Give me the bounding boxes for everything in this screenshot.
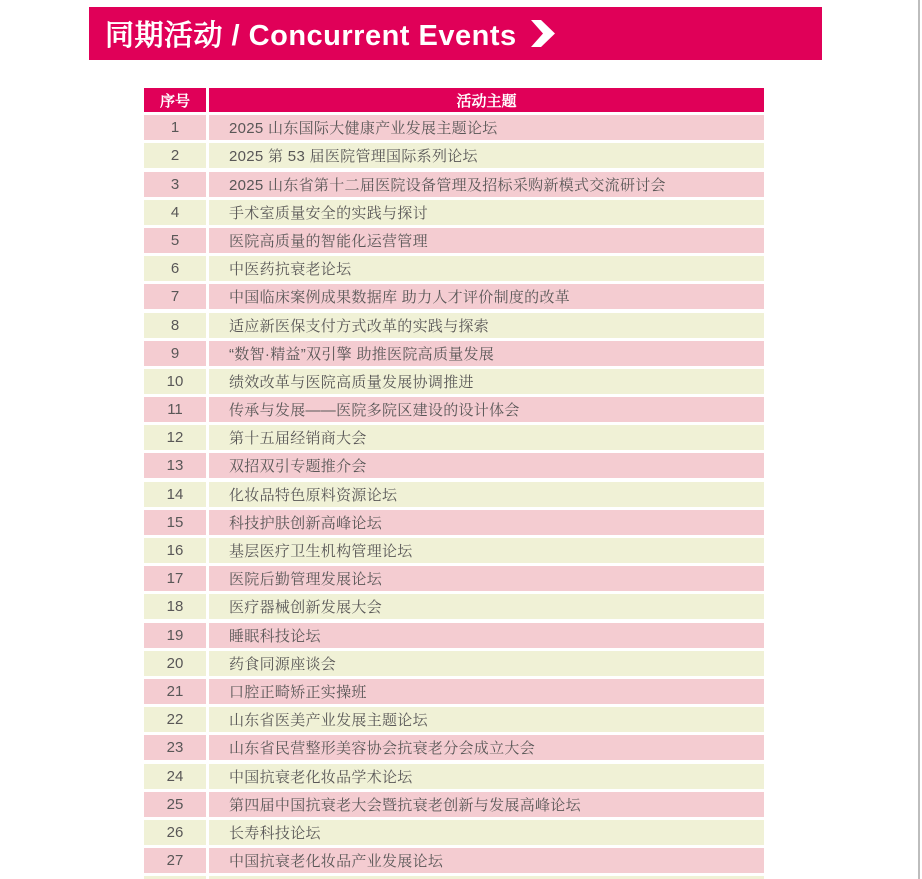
- row-topic: 中国抗衰老化妆品学术论坛: [209, 764, 764, 789]
- row-number: 1: [144, 115, 206, 140]
- row-number: 26: [144, 820, 206, 845]
- table-row: [144, 482, 764, 507]
- row-topic: 睡眠科技论坛: [209, 623, 764, 648]
- row-number: 2: [144, 143, 206, 168]
- row-topic: 中医药抗衰老论坛: [209, 256, 764, 281]
- table-row: [144, 200, 764, 225]
- section-title: 同期活动 / Concurrent Events: [105, 20, 517, 52]
- row-number: 11: [144, 397, 206, 422]
- row-number: 19: [144, 623, 206, 648]
- table-row: [144, 425, 764, 450]
- row-topic: 第十五届经销商大会: [209, 425, 764, 450]
- row-topic: 适应新医保支付方式改革的实践与探索: [209, 313, 764, 338]
- concurrent-events-table: [144, 88, 764, 879]
- table-row: [144, 172, 764, 197]
- row-topic: 医院高质量的智能化运营管理: [209, 228, 764, 253]
- table-row: [144, 256, 764, 281]
- row-number: 21: [144, 679, 206, 704]
- table-row: [144, 453, 764, 478]
- row-topic: 基层医疗卫生机构管理论坛: [209, 538, 764, 563]
- row-topic: 传承与发展——医院多院区建设的设计体会: [209, 397, 764, 422]
- table-row: [144, 792, 764, 817]
- row-topic: 双招双引专题推介会: [209, 453, 764, 478]
- row-number: 12: [144, 425, 206, 450]
- column-header-no: 序号: [144, 88, 206, 112]
- chevron-right-icon: [531, 20, 557, 47]
- table-row: [144, 679, 764, 704]
- row-number: 8: [144, 313, 206, 338]
- table-row: [144, 623, 764, 648]
- row-topic: 山东省民营整形美容协会抗衰老分会成立大会: [209, 735, 764, 760]
- row-topic: 中国临床案例成果数据库 助力人才评价制度的改革: [209, 284, 764, 309]
- row-number: 16: [144, 538, 206, 563]
- row-number: 9: [144, 341, 206, 366]
- row-topic: 手术室质量安全的实践与探讨: [209, 200, 764, 225]
- row-topic: 长寿科技论坛: [209, 820, 764, 845]
- row-number: 4: [144, 200, 206, 225]
- table-row: [144, 566, 764, 591]
- table-row: [144, 651, 764, 676]
- table-row: [144, 764, 764, 789]
- table-row: [144, 820, 764, 845]
- row-number: 15: [144, 510, 206, 535]
- row-topic: 2025 山东省第十二届医院设备管理及招标采购新模式交流研讨会: [209, 172, 764, 197]
- table-row: [144, 510, 764, 535]
- row-number: 20: [144, 651, 206, 676]
- row-topic: 药食同源座谈会: [209, 651, 764, 676]
- row-number: 7: [144, 284, 206, 309]
- table-row: [144, 594, 764, 619]
- row-topic: “数智·精益”双引擎 助推医院高质量发展: [209, 341, 764, 366]
- table-row: [144, 397, 764, 422]
- row-topic: 2025 山东国际大健康产业发展主题论坛: [209, 115, 764, 140]
- row-number: 22: [144, 707, 206, 732]
- row-number: 13: [144, 453, 206, 478]
- table-row: [144, 284, 764, 309]
- table-body: [144, 115, 764, 879]
- table-row: [144, 143, 764, 168]
- section-banner: [89, 7, 822, 60]
- table-row: [144, 341, 764, 366]
- row-number: 23: [144, 735, 206, 760]
- table-row: [144, 228, 764, 253]
- row-number: 10: [144, 369, 206, 394]
- row-topic: 2025 第 53 届医院管理国际系列论坛: [209, 143, 764, 168]
- row-topic: 山东省医美产业发展主题论坛: [209, 707, 764, 732]
- row-topic: 第四届中国抗衰老大会暨抗衰老创新与发展高峰论坛: [209, 792, 764, 817]
- row-number: 6: [144, 256, 206, 281]
- row-topic: 医院后勤管理发展论坛: [209, 566, 764, 591]
- table-row: [144, 538, 764, 563]
- column-header-topic: 活动主题: [209, 88, 764, 112]
- row-number: 3: [144, 172, 206, 197]
- table-row: [144, 848, 764, 873]
- table-row: [144, 313, 764, 338]
- row-number: 5: [144, 228, 206, 253]
- table-header-row: [144, 88, 764, 112]
- table-row: [144, 735, 764, 760]
- row-number: 24: [144, 764, 206, 789]
- row-number: 25: [144, 792, 206, 817]
- row-topic: 化妆品特色原料资源论坛: [209, 482, 764, 507]
- table-row: [144, 115, 764, 140]
- row-topic: 科技护肤创新高峰论坛: [209, 510, 764, 535]
- row-number: 27: [144, 848, 206, 873]
- row-topic: 中国抗衰老化妆品产业发展论坛: [209, 848, 764, 873]
- table-row: [144, 369, 764, 394]
- row-number: 18: [144, 594, 206, 619]
- row-number: 14: [144, 482, 206, 507]
- page-edge-divider: [918, 0, 920, 879]
- row-topic: 医疗器械创新发展大会: [209, 594, 764, 619]
- row-number: 17: [144, 566, 206, 591]
- table-row: [144, 707, 764, 732]
- row-topic: 绩效改革与医院高质量发展协调推进: [209, 369, 764, 394]
- row-topic: 口腔正畸矫正实操班: [209, 679, 764, 704]
